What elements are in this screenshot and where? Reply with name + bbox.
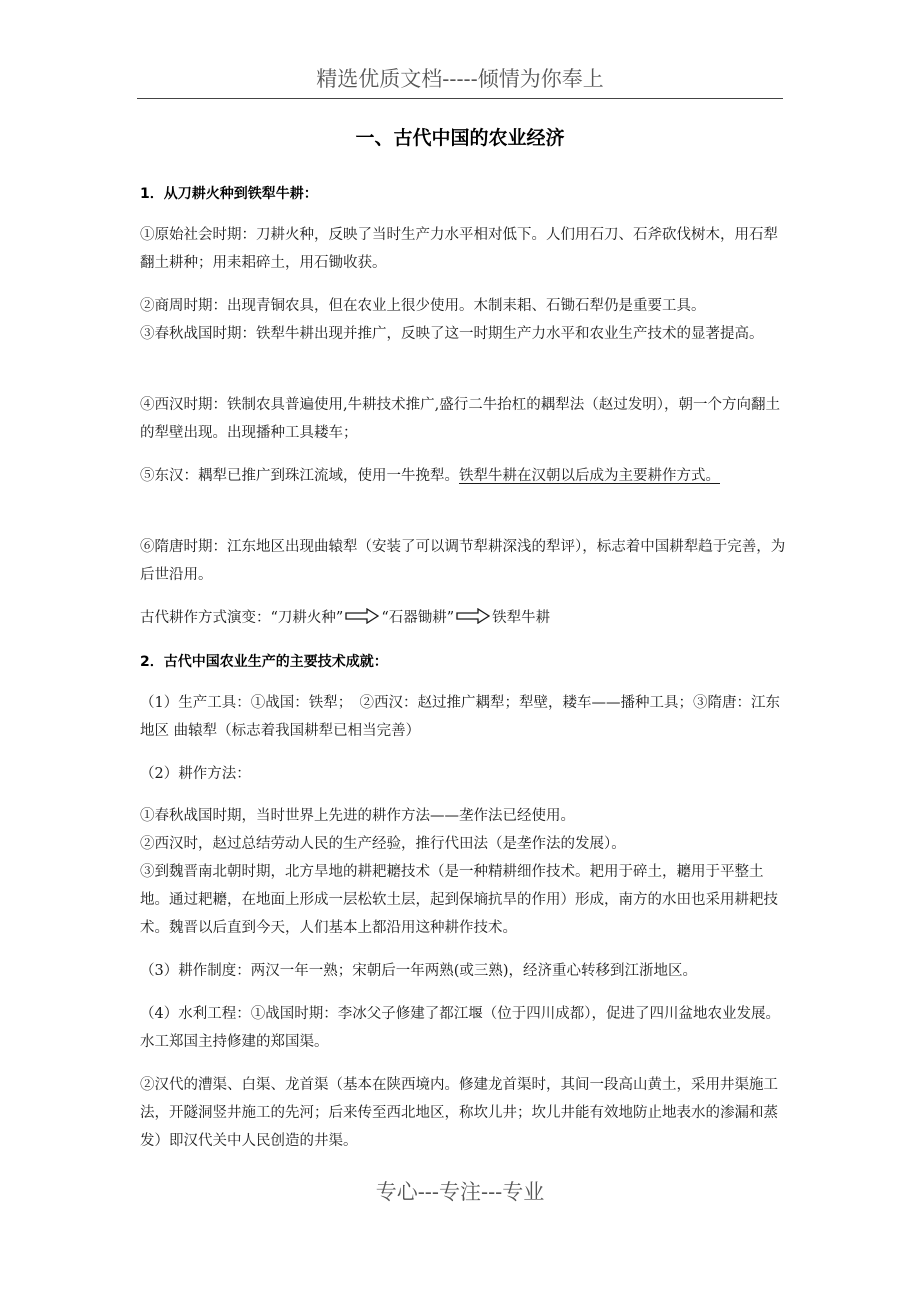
paragraph-spring-autumn: ③春秋战国时期：铁犁牛耕出现并推广，反映了这一时期生产力水平和农业生产技术的显著提高。 <box>140 326 764 342</box>
evolution-label: 古代耕作方式演变： <box>140 609 271 626</box>
double-outline-arrow-icon <box>456 608 490 624</box>
evolution-step-3: 铁犁牛耕 <box>492 609 551 626</box>
page-header: 精选优质文档-----倾情为你奉上 <box>137 60 783 99</box>
document-title: 一、古代中国的农业经济 <box>355 127 565 149</box>
eastern-han-text: ⑤东汉：耦犁已推广到珠江流域，使用一牛挽犁。 <box>140 468 459 484</box>
paragraph-eastern-han <box>140 462 788 490</box>
paragraph-shang-zhou: ②商周时期：出现青铜农具，但在农业上很少使用。木制耒耜、石锄石犁仍是重要工具。 <box>140 298 706 314</box>
paragraph-sui-tang: ⑥隋唐时期：江东地区出现曲辕犁（安装了可以调节犁耕深浅的犁评），标志着中国耕犁趋于完善，为后世沿用。 <box>140 539 786 583</box>
farming-evolution-line <box>140 602 550 630</box>
paragraph-methods-3: ③到魏晋南北朝时期，北方旱地的耕耙耱技术（是一种精耕细作技术。耙用于碎土，耱用于平整土地。通过耙耱，在地面上形成一层松软土层，起到保墒抗旱的作用）形成，南方的水田也采用耕耙技术。魏晋以后直到今天，人们基本上都沿用这种耕作技术。 <box>140 864 778 936</box>
evolution-step-2: “石器锄耕” <box>381 609 455 626</box>
paragraph-methods-2: ②西汉时，赵过总结劳动人民的生产经验，推行代田法（是垄作法的发展）。 <box>140 836 626 852</box>
paragraph-western-han: ④西汉时期：铁制农具普遍使用,牛耕技术推广,盛行二牛抬杠的耦犁法（赵过发明），朝一个方向翻土的犁壁出现。出现播种工具耧车； <box>140 397 780 441</box>
double-outline-arrow-icon <box>345 608 379 624</box>
page-footer: 专心---专注---专业 <box>375 1180 545 1204</box>
paragraph-production-tools: （1）生产工具：①战国：铁犁； ②西汉：赵过推广耦犁；犁壁，耧车——播种工具；③隋唐：江东地区 曲辕犁（标志着我国耕犁已相当完善） <box>140 695 780 739</box>
eastern-han-underlined-text: 铁犁牛耕在汉朝以后成为主要耕作方式。 <box>459 468 720 484</box>
paragraph-methods-heading: （2）耕作方法： <box>140 766 251 782</box>
paragraph-water-works-2: ②汉代的漕渠、白渠、龙首渠（基本在陕西境内。修建龙首渠时，其间一段高山黄土，采用井渠施工法，开隧洞竖井施工的先河；后来传至西北地区，称坎儿井；坎儿井能有效地防止地表水的渗漏和蒸发）即汉代关中人民创造的井渠。 <box>140 1077 778 1149</box>
section-heading-2: 2．古代中国农业生产的主要技术成就： <box>140 654 388 670</box>
paragraph-water-works-1: （4）水利工程：①战国时期：李冰父子修建了都江堰（位于四川成都），促进了四川盆地农业发展。水工郑国主持修建的郑国渠。 <box>140 1006 780 1050</box>
paragraph-farming-system: （3）耕作制度：两汉一年一熟；宋朝后一年两熟(或三熟)，经济重心转移到江浙地区。 <box>140 963 698 979</box>
section-heading-1: 1．从刀耕火种到铁犁牛耕： <box>140 186 318 202</box>
paragraph-methods-1: ①春秋战国时期，当时世界上先进的耕作方法——垄作法已经使用。 <box>140 808 575 824</box>
paragraph-primitive-era: ①原始社会时期：刀耕火种，反映了当时生产力水平相对低下。人们用石刀、石斧砍伐树木，用石犁翻土耕种；用耒耜碎土，用石锄收获。 <box>140 227 778 271</box>
evolution-step-1: “刀耕火种” <box>270 609 344 626</box>
